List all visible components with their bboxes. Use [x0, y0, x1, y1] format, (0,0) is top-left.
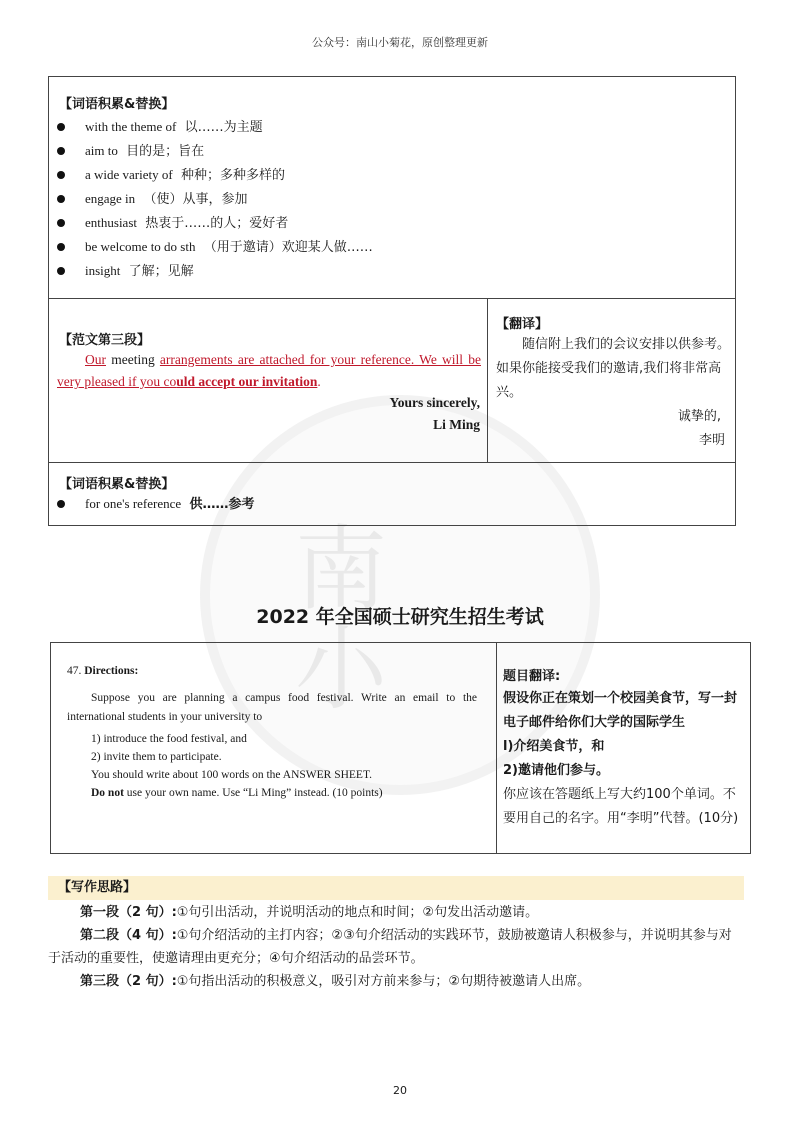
translation-box [487, 298, 736, 463]
question-translation-title: 题目翻译: [503, 669, 561, 684]
vocab-box-1 [48, 76, 736, 299]
writing-ideas-p3: 第三段（2 句）:①句指出活动的积极意义，吸引对方前来参与；②句期待被邀请人出席。 [80, 974, 591, 989]
vocab-title: 【词语积累&替换】 [59, 97, 175, 112]
list-item: a wide variety of 种种；多种多样的 [49, 163, 709, 187]
list-item: for one's reference 供……参考 [49, 492, 709, 516]
list-item: be welcome to do sth （用于邀请）欢迎某人做…… [49, 235, 709, 259]
vocab-list-2 [49, 492, 709, 516]
list-item: with the theme of 以……为主题 [49, 115, 709, 139]
vocab-box-2 [48, 462, 736, 526]
translation-closing: 诚挚的, [677, 409, 721, 424]
exam-title: 2022 年全国硕士研究生招生考试 [256, 606, 544, 628]
page-header: 公众号：南山小菊花，原创整理更新 [312, 36, 488, 49]
page-number: 20 [393, 1084, 407, 1097]
writing-ideas-title: 【写作思路】 [48, 876, 744, 900]
list-item: insight 了解；见解 [49, 259, 709, 283]
vocab-list [49, 115, 709, 283]
closing-line: Yours sincerely, [389, 395, 480, 410]
question-name-rule: Do not use your own name. Use “Li Ming” instead. (10 points) [91, 787, 383, 799]
translation-text: 随信附上我们的会议安排以供参考。如果你能接受我们的邀请,我们将非常高兴。 [496, 337, 731, 400]
translation-name: 李明 [698, 433, 725, 448]
model-paragraph-text: Our meeting arrangements are attached for your reference. We will be very pleased if you could accept our invitation. [57, 352, 481, 389]
question-words: You should write about 100 words on the ANSWER SHEET. [91, 769, 373, 781]
vocab-title-2: 【词语积累&替换】 [59, 477, 175, 492]
list-item: engage in （使）从事，参加 [49, 187, 709, 211]
question-box [50, 642, 496, 854]
question-intro: Suppose you are planning a campus food festival. Write an email to the international students in your university to [67, 692, 477, 723]
watermark-glyphs: 南 小 [295, 516, 400, 723]
writing-ideas-p2: 第二段（4 句）:①句介绍活动的主打内容；②③句介绍活动的实践环节，鼓励被邀请人积极参与，并说明其参与对于活动的重要性，使邀请理由更充分；④句介绍活动的品尝环节。 [48, 928, 732, 966]
question-item-2: 2) invite them to participate. [91, 751, 222, 763]
model-paragraph-box [48, 298, 488, 463]
signature-name: Li Ming [433, 417, 480, 432]
question-translation-tail: 你应该在答题纸上写大约100个单词。不要用自己的名字。用“李明”代替。(10分) [503, 787, 739, 826]
question-item-1: 1) introduce the food festival, and [91, 733, 247, 745]
list-item: aim to 目的是；旨在 [49, 139, 709, 163]
translation-title: 【翻译】 [496, 317, 549, 332]
writing-ideas-p1: 第一段（2 句）:①句引出活动，并说明活动的地点和时间；②句发出活动邀请。 [80, 905, 539, 920]
list-item: enthusiast 热衷于……的人；爱好者 [49, 211, 709, 235]
question-translation-box [496, 642, 751, 854]
question-translation-line1: 假设你正在策划一个校园美食节，写一封电子邮件给你们大学的国际学生 [503, 691, 738, 730]
question-heading: 47. Directions: [67, 665, 139, 677]
paragraph-title: 【范文第三段】 [59, 333, 151, 348]
question-translation-item2: 2)邀请他们参与。 [503, 763, 609, 778]
question-translation-item1: l)介绍美食节，和 [503, 739, 605, 754]
